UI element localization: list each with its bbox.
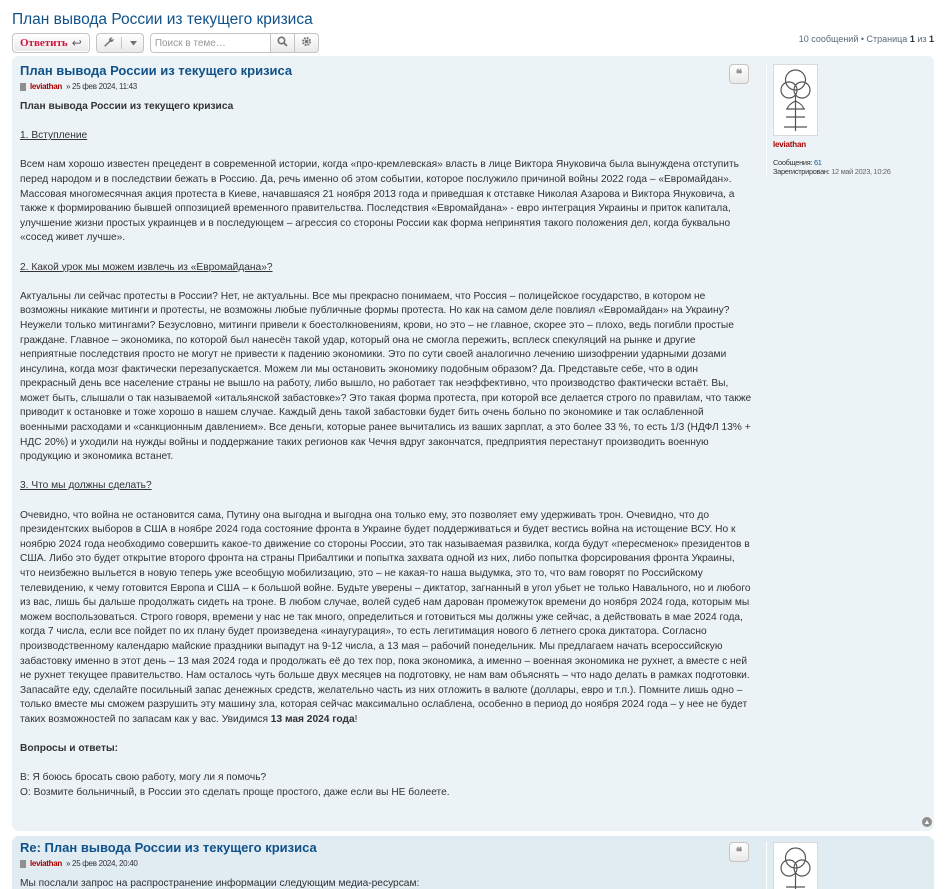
profile-username[interactable]: leviathan — [773, 140, 806, 149]
post-heading: План вывода России из текущего кризиса — [20, 101, 234, 112]
faq-question: В: Я боюсь бросать свою работу, могу ли я помочь? — [20, 772, 267, 784]
paragraph-text: Очевидно, что война не остановится сама, Путину она выгодна и выгодна она только ему, это позволяет ему удерживать трон. Очевидно, что до президентских выборов в США в ноябре 2024 года состояние фронта в Украине будет поддерживаться и будет вестись война на истощение ВСУ. Но к ноябрю 2024 года необходимо совершить какое-то движение со стороны России, это так называемая развилка, когда будут «пересменок» президентов в США. Либо это будет открытие второго фронта на страны Прибалтики и попытка захвата одной из них, либо попытка форсирования фронта Украины, что неизбежно выльется в новую теперь уже всеобщую мобилизацию, это – не какая-то наша выдумка, это то, что вам говорят по Российскому телевидению, к чему готовится Европа и США – к большой войне. Будьте уверены – диктатор, загнанный в угол убьет не только Навального, но и любого из вас, лишь бы дальше продолжать сидеть на троне. В любом случае, волей судеб нам дарован промежуток времени до ноября 2024 года, которым мы можем воспользоваться. Строго говоря, времени у нас не так много, определиться и готовиться мы должны уже сейчас, а действовать в мае 2024 года, когда 7 числа, если все пойдет по их плану будет произведена «инаугурация», то есть легитимация нового 6 летнего срока диктатора. Согласно производственному календарю майские праздники выпадут на 9-12 числа, а 13 мая – рабочий понедельник. Мы предлагаем начать всероссийскую забастовку именно в этот день – 13 мая 2024 года и продолжать её до тех пор, пока экономика, а именно – военная экономика не рухнет, а вместе с ней не рухнет текущее правительство. Нам осталось чуть больше двух месяцев на подготовку, не нам вам объяснять – что надо делать в рамках подготовки. Запасайте еду, сделайте посильный запас денежных средств, желательно часть из них отложить в валюте (доллары, евро и т.п.). Помните лишь одно – только вместе мы сможем разрушить эту машину зла, которая сейчас максимально ослаблена, особенно в период до ноября 2024 года – у нее не будет таких возможностей по запасам как у вас. Увидимся — [20, 509, 751, 725]
quote-button[interactable] — [729, 64, 749, 84]
faq-answer: О: Возмите больничный, в России это сделать проще простого, даже если вы НЕ болеете. — [20, 786, 450, 798]
faq-heading: Вопросы и ответы: — [20, 743, 119, 755]
current-page: 1 — [909, 34, 915, 44]
topic-tools-button[interactable] — [96, 33, 144, 53]
reply-button[interactable] — [12, 33, 90, 53]
paragraph-tail: ! — [354, 713, 358, 725]
avatar-emblem-icon — [774, 65, 817, 135]
section-heading: 1. Вступление — [20, 130, 88, 142]
of-word: из — [914, 34, 929, 44]
post-meta — [20, 859, 138, 868]
avatar-emblem-icon — [774, 843, 817, 889]
post-date: » 25 фев 2024, 20:40 — [65, 859, 138, 868]
registered-label: Зарегистрирован: — [773, 167, 830, 176]
search-input[interactable] — [150, 33, 271, 53]
reply-button-label: Ответить — [20, 37, 68, 49]
post-count: 10 сообщений — [798, 34, 859, 44]
reply-arrow-icon: ↩ — [71, 36, 82, 50]
search-icon — [277, 36, 288, 50]
search-box — [150, 33, 319, 53]
post-doc-icon[interactable] — [20, 83, 26, 91]
post — [12, 836, 934, 889]
posts-count[interactable]: 61 — [813, 158, 822, 167]
paragraph: Актуальны ли сейчас протесты в России? Нет, не актуальны. Все мы прекрасно понимаем, что Россия – полицейское государство, в котором не возможны никакие митинги и протесты, не возможны любые публичные формы протеста. Но как на самом деле повлиял «Евромайдан» на Украину? Неужели только митингами? Безусловно, митинги привели к боестолкновениям, крови, но это – не главное, скорее это – плохо, ведь погибли простые граждане. Главное – экономика, по которой был нанесён такой удар, который она не смогла пережить, всплеск спекуляций на рынке и другие неприятные последствия просто не могут не привести к падению экономики. Это по сути своей аналогично лечению шизофрении ударными дозами инсулина, когда мозг фактически перезапускается. Можем ли мы остановить экономику подобным образом? Да. Представьте себе, что в один прекрасный день все население страны не вышло на работу, либо вышло, но работает так неэффективно, что производство фактически встаёт. Вы, может быть, слышали о так называемой «итальянской забастовке»? Это такая форма протеста, при которой все делается строго по правилам, что также приводит к остановке и тоже хорошо в нашем случае. Каждый день такой забастовки будет бить очень больно по экономике и так ослабленной военными расходами и «санкционным давлением». Все деньги, которые ранее вычитались из ваших зарплат, а это более 33 %, то есть 1/3 (НДФЛ 13% + НДС 20%) и уходили на нужды войны и поддержание таких регионов как Чечня вдруг закончатся, предприятия перестанут производить военную продукцию и экономика встанет. — [20, 290, 752, 463]
arrow-up-icon[interactable]: ▲ — [923, 818, 931, 826]
post — [12, 56, 934, 831]
paragraph: Мы послали запрос на распространение информации следующим медиа-ресурсам: — [20, 878, 420, 889]
author-profile — [766, 842, 926, 889]
quote-button[interactable] — [729, 842, 749, 862]
total-pages: 1 — [928, 34, 934, 44]
gear-icon — [301, 36, 312, 50]
wrench-icon — [103, 36, 114, 50]
chevron-down-icon — [130, 37, 137, 49]
profile-stats — [773, 158, 926, 176]
quote-icon: ❝ — [735, 845, 743, 859]
bullet: • — [858, 34, 867, 44]
registered-date: 12 май 2023, 10:26 — [831, 167, 891, 176]
avatar[interactable] — [773, 842, 818, 889]
highlight-date: 13 мая 2024 года — [270, 713, 355, 725]
action-bar — [12, 33, 319, 53]
paragraph — [20, 509, 752, 728]
author-profile — [766, 64, 926, 176]
search-button[interactable] — [271, 33, 295, 53]
pagination — [799, 34, 934, 44]
section-heading: 2. Какой урок мы можем извлечь из «Евромайдана»? — [20, 261, 273, 273]
posts-label: Сообщения: — [773, 158, 813, 167]
post-title[interactable]: План вывода России из текущего кризиса — [20, 63, 293, 78]
page-word: Страница — [866, 34, 910, 44]
post-doc-icon[interactable] — [20, 860, 26, 868]
divider — [121, 37, 122, 49]
post-meta — [20, 82, 137, 91]
post-author[interactable]: leviathan — [30, 859, 62, 868]
avatar[interactable] — [773, 64, 818, 136]
paragraph: Всем нам хорошо известен прецедент в современной истории, когда «про-кремлевская» власть в лице Виктора Януковича была вынуждена отступить перед народом и в последствии бежать в Россию. Да, речь именно об этом событии, которое послужило причиной войны 2022 года – «Евромайдан». Массовая многомесячная акция протеста в Киеве, начавшаяся 21 ноября 2013 года и приведшая к отставке Николая Азарова и Виктора Януковича, а также к формированию бывшей оппозицией временного правительства. Последствия «Евромайдана» - евро интеграция Украины и приток капитала, улучшение жизни простых украинцев и в последующем – агрессия со стороны России как форма непринятия такого положения дел, когда буквально «сосед живет лучше». — [20, 159, 739, 244]
quote-icon: ❝ — [735, 67, 743, 81]
post-content — [20, 100, 752, 801]
section-heading: 3. Что мы должны сделать? — [20, 480, 152, 492]
post-author[interactable]: leviathan — [30, 82, 62, 91]
topic-title[interactable]: План вывода России из текущего кризиса — [12, 11, 313, 28]
post-title[interactable]: Re: План вывода России из текущего кризиса — [20, 840, 317, 855]
advanced-search-button[interactable] — [295, 33, 319, 53]
post-content — [20, 877, 752, 889]
post-date: » 25 фев 2024, 11:43 — [65, 82, 137, 91]
